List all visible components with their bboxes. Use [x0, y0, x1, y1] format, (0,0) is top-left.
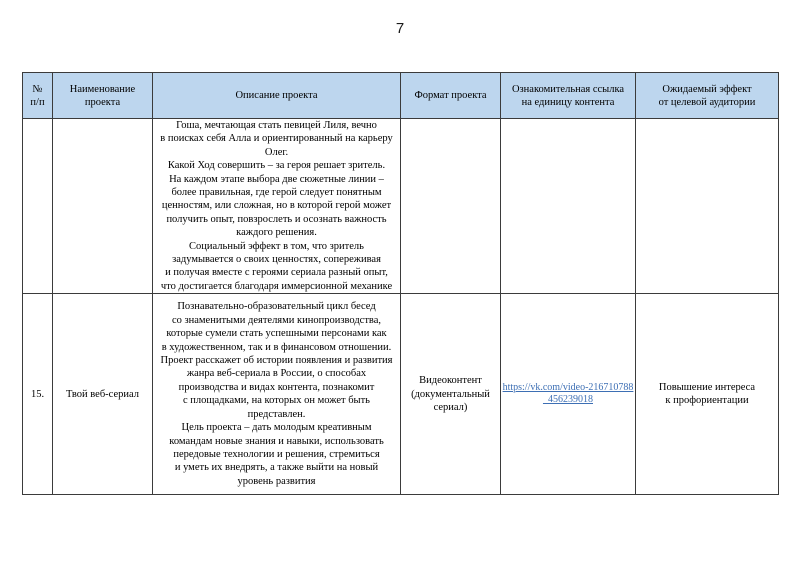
column-header-effect-line2: от целевой аудитории	[658, 96, 756, 108]
cell-expected-effect	[636, 294, 779, 495]
text-line: ценностям, или сложная, но в которой герой может	[161, 200, 392, 212]
format-text	[401, 374, 500, 414]
description-text	[153, 119, 400, 293]
column-header-project-name-line2: проекта	[84, 96, 121, 108]
cell-number	[23, 119, 53, 294]
text-line: и получая вместе с героями сериала разный опыт,	[165, 267, 388, 279]
text-line: со знаменитыми деятелями кинопроизводства,	[171, 314, 382, 326]
text-line: производства и видах контента, познакомит	[178, 381, 375, 393]
table-body	[23, 119, 779, 495]
column-header-number-line1: №	[32, 83, 43, 95]
text-line: Гоша, мечтающая стать певицей Лиля, вечно	[176, 120, 377, 131]
table-header	[23, 73, 779, 119]
table-row	[23, 294, 779, 495]
text-line: задумывается о своих ценностях, сопереживая	[172, 254, 381, 266]
text-line: в поисках себя Алла и ориентированный на карьеру	[160, 133, 393, 145]
text-line: командам новые знания и навыки, использовать	[169, 435, 384, 447]
cell-description	[153, 119, 401, 294]
text-line: что достигается благодаря иммерсионной механике	[160, 280, 393, 292]
text-line: с площадками, на которых он может быть	[183, 395, 370, 407]
text-line: представлен.	[247, 408, 306, 420]
text-line: в художественном, так и в финансовом отношении.	[161, 341, 392, 353]
text-line: На каждом этапе выбора две сюжетные линии –	[169, 173, 384, 185]
text-line: Социальный эффект в том, что зритель	[189, 240, 364, 252]
column-header-effect-line1: Ожидаемый эффект	[662, 83, 752, 95]
text-line: каждого решения.	[236, 227, 317, 239]
text-line: Олег.	[264, 146, 289, 158]
description-text	[153, 300, 400, 488]
table-header-row	[23, 73, 779, 119]
column-header-format	[401, 73, 501, 119]
text-line: Цель проекта – дать молодым креативным	[181, 422, 372, 434]
text-line: более правильная, где герой следует понятным	[171, 187, 382, 199]
column-header-link	[501, 73, 636, 119]
text-line: жанра веб-сериала в России, о способах	[186, 368, 367, 380]
cell-link	[501, 294, 636, 495]
text-line: передовые технологии и решения, стремиться	[173, 448, 380, 460]
cell-format	[401, 119, 501, 294]
text-line: которые сумели стать успешными персонами как	[166, 328, 387, 340]
column-header-number	[23, 73, 53, 119]
projects-table	[22, 72, 779, 495]
text-line: сериал)	[433, 401, 468, 413]
content-link[interactable]: https://vk.com/video-216710788_456239018	[502, 381, 634, 406]
table-row	[23, 119, 779, 294]
cell-project-name: Твой веб-сериал	[53, 294, 153, 495]
column-header-link-line1: Ознакомительная ссылка	[511, 83, 625, 95]
page-number: 7	[395, 20, 405, 37]
text-line: Познавательно-образовательный цикл бесед	[177, 301, 376, 313]
text-line: Видеоконтент	[419, 375, 482, 387]
text-line: Повышение интереса	[658, 381, 756, 393]
column-header-link-line2: на единицу контента	[521, 96, 615, 108]
cell-number: 15.	[23, 294, 53, 495]
text-line: Какой Ход совершить – за героя решает зритель.	[167, 160, 386, 172]
column-header-description	[153, 73, 401, 119]
column-header-number-line2: п/п	[30, 96, 45, 108]
text-line: (документальный	[411, 388, 490, 400]
text-line: получить опыт, повзрослеть и осознать важность	[166, 213, 387, 225]
column-header-format-label: Формат проекта	[414, 90, 487, 101]
column-header-project-name	[53, 73, 153, 119]
column-header-effect	[636, 73, 779, 119]
text-line: Проект расскажет об истории появления и развития	[160, 355, 393, 367]
cell-expected-effect	[636, 119, 779, 294]
text-line: к профориентации	[665, 395, 749, 407]
text-line: и уметь их внедрять, а также выйти на новый	[174, 462, 379, 474]
effect-text	[636, 381, 778, 408]
cell-link	[501, 119, 636, 294]
cell-project-name	[53, 119, 153, 294]
column-header-description-label: Описание проекта	[235, 90, 318, 101]
column-header-project-name-line1: Наименование	[69, 83, 136, 95]
text-line: уровень развития	[237, 475, 316, 487]
cell-format	[401, 294, 501, 495]
cell-description	[153, 294, 401, 495]
